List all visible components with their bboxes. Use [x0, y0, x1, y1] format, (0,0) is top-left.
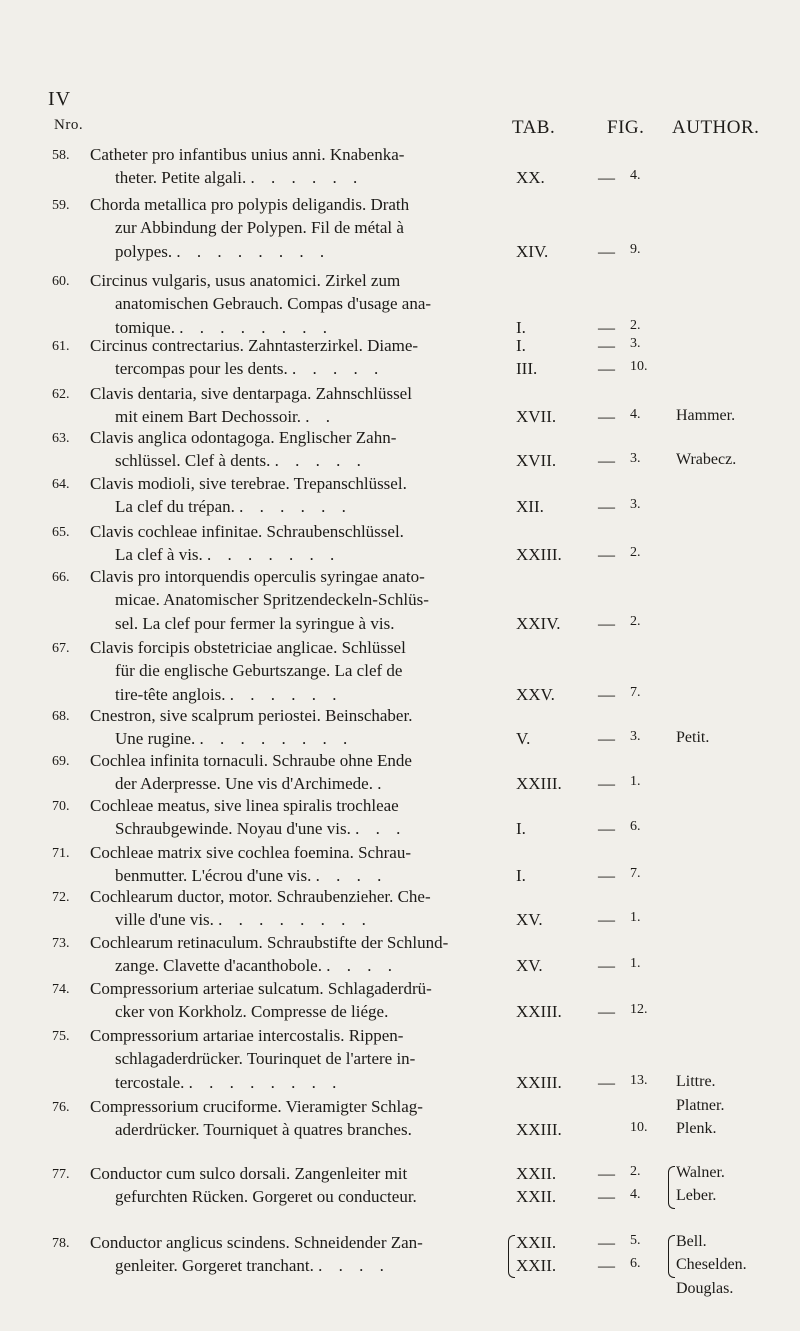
header-number: Nro.: [54, 117, 84, 133]
figure-ref: 4.: [630, 407, 641, 423]
dash-separator: —: [598, 819, 615, 839]
author-name: Petit.: [676, 729, 710, 747]
figure-ref: 3.: [630, 729, 641, 745]
table-ref: III.: [516, 359, 538, 379]
description-text: Compressorium artariae intercostalis. Rippen-: [90, 1026, 404, 1045]
figure-ref: 1.: [630, 910, 641, 926]
entry-number: 75.: [52, 1029, 70, 1044]
table-ref: XXIII.: [516, 1072, 562, 1092]
entry-text: [90, 751, 412, 771]
entry-text: [90, 887, 431, 907]
dash-separator: —: [598, 497, 615, 517]
figure-ref: 7.: [630, 684, 641, 700]
entry-number: 67.: [52, 641, 70, 656]
entry-number: 66.: [52, 570, 70, 585]
description-text: Circinus vulgaris, usus anatomici. Zirkel zum: [90, 271, 401, 290]
entry-text: [90, 843, 411, 863]
entry-number: 76.: [52, 1100, 70, 1115]
table-ref: XXII.: [516, 1233, 557, 1252]
dot-leader: .: [377, 774, 388, 794]
figure-ref: 6.: [630, 819, 641, 835]
entry-line: [0, 614, 800, 641]
entry-text: [115, 819, 406, 839]
dash-separator: —: [598, 1164, 615, 1183]
table-ref: XXII.: [516, 1164, 557, 1183]
entry-number: 71.: [52, 846, 70, 861]
table-ref: XII.: [516, 497, 544, 517]
description-text: schlagaderdrücker. Tourinquet de l'artere in-: [115, 1049, 416, 1069]
entry-text: [115, 1256, 390, 1276]
author-name: Bell.: [676, 1233, 707, 1250]
entry-line: [0, 1280, 800, 1307]
entry-line: [0, 242, 800, 269]
entry-line: [0, 359, 800, 386]
description-text: theter. Petite algali.: [115, 168, 247, 188]
figure-ref: 5.: [630, 1233, 641, 1248]
dot-leader: . . . .: [315, 866, 388, 886]
header-tab: TAB.: [512, 117, 556, 138]
description-text: tercompas pour les dents.: [115, 359, 288, 379]
entry-line: [0, 1073, 800, 1100]
dot-leader: . . . . . . . .: [188, 1072, 343, 1092]
entry-text: [90, 638, 406, 658]
description-text: tomique.: [115, 317, 175, 337]
author-name: Platner.: [676, 1097, 725, 1114]
group-brace: [508, 1235, 515, 1278]
entry-number: 59.: [52, 198, 70, 213]
description-text: Une rugine.: [115, 729, 196, 749]
entry-number: 60.: [52, 274, 70, 289]
author-name: Littre.: [676, 1072, 716, 1090]
description-text: tire-tête anglois.: [115, 684, 226, 704]
dash-separator: —: [598, 1233, 615, 1252]
table-ref: XV.: [516, 910, 543, 930]
description-text: Clavis anglica odontagoga. Englischer Zahn-: [90, 428, 397, 447]
entry-number: 58.: [52, 148, 70, 163]
entry-line: [0, 497, 800, 524]
entry-text: [115, 318, 333, 338]
dot-leader: . . . . . . . .: [199, 729, 354, 749]
entry-text: [115, 242, 330, 262]
table-ref: XXII.: [516, 1256, 557, 1276]
entry-text: [115, 294, 431, 314]
dash-separator: —: [598, 910, 615, 930]
entry-text: [90, 522, 404, 542]
entry-text: [115, 451, 367, 471]
figure-ref: 3.: [630, 336, 641, 351]
figure-ref: 2.: [630, 317, 641, 333]
entry-line: [0, 168, 800, 195]
description-text: der Aderpresse. Une vis d'Archimede.: [115, 774, 373, 794]
figure-ref: 2.: [630, 613, 641, 629]
entry-text: [90, 706, 412, 726]
author-name: Wrabecz.: [676, 451, 737, 469]
description-text: Clavis cochleae infinitae. Schraubenschlüssel.: [90, 522, 404, 541]
entry-number: 68.: [52, 709, 70, 724]
description-text: Cochleae matrix sive cochlea foemina. Schrau-: [90, 843, 411, 862]
description-text: Clavis modioli, sive terebrae. Trepanschlüssel.: [90, 474, 407, 493]
entry-number: 65.: [52, 525, 70, 540]
dash-separator: —: [598, 168, 615, 188]
dot-leader: . . .: [355, 819, 407, 839]
description-text: Cochlearum ductor, motor. Schraubenzieher. Che-: [90, 887, 431, 906]
description-text: Cochleae meatus, sive linea spiralis trochleae: [90, 796, 399, 815]
entry-text: [115, 661, 402, 681]
dash-separator: —: [598, 1256, 615, 1276]
entry-text: [115, 614, 394, 634]
header-fig: FIG.: [607, 117, 645, 138]
description-text: mit einem Bart Dechossoir.: [115, 407, 302, 427]
dash-separator: —: [598, 1002, 615, 1022]
entry-text: [115, 359, 384, 379]
description-text: aderdrücker. Tourniquet à quatres branches.: [115, 1120, 412, 1140]
description-text: genleiter. Gorgeret tranchant.: [115, 1256, 314, 1276]
description-text: La clef à vis.: [115, 545, 203, 565]
table-ref: XX.: [516, 168, 545, 188]
table-ref: XXIV.: [516, 613, 561, 633]
table-ref: I.: [516, 317, 526, 337]
dot-leader: . . . . . . .: [207, 545, 341, 565]
author-name: Walner.: [676, 1164, 725, 1181]
entry-text: [115, 590, 429, 610]
entry-line: [0, 1187, 800, 1214]
description-text: Clavis pro intorquendis operculis syringae anato-: [90, 567, 425, 586]
entry-text: [115, 1120, 412, 1140]
description-text: gefurchten Rücken. Gorgeret ou conducteur.: [115, 1187, 417, 1207]
figure-ref: 6.: [630, 1256, 641, 1272]
entry-number: 77.: [52, 1167, 70, 1182]
dot-leader: . .: [305, 407, 337, 427]
entry-number: 62.: [52, 387, 70, 402]
dot-leader: . . . .: [318, 1256, 390, 1276]
description-text: Compressorium arteriae sulcatum. Schlagaderdrü-: [90, 979, 432, 998]
entry-text: [115, 910, 372, 930]
dash-separator: —: [598, 545, 615, 565]
dash-separator: —: [598, 774, 615, 794]
dash-separator: —: [598, 684, 615, 704]
entry-text: [115, 866, 387, 886]
entry-text: [115, 218, 404, 238]
entry-text: [90, 336, 418, 356]
author-name: Plenk.: [676, 1120, 717, 1138]
group-brace: [668, 1166, 675, 1209]
description-text: Clavis dentaria, sive dentarpaga. Zahnschlüssel: [90, 384, 412, 403]
description-text: micae. Anatomischer Spritzendeckeln-Schlüs-: [115, 590, 429, 610]
table-ref: XV.: [516, 956, 543, 976]
figure-ref: 2.: [630, 545, 641, 561]
figure-ref: 9.: [630, 241, 641, 257]
entry-number: 78.: [52, 1236, 70, 1251]
entry-text: [115, 774, 387, 794]
entry-text: [90, 145, 404, 165]
entry-text: [115, 545, 340, 565]
table-ref: XXIII.: [516, 1120, 562, 1140]
dot-leader: . . . . . . . .: [176, 241, 331, 261]
description-text: Catheter pro infantibus unius anni. Knabenka-: [90, 145, 405, 164]
description-text: Cnestron, sive scalprum periostei. Beinschaber.: [90, 706, 413, 725]
entry-number: 61.: [52, 339, 70, 354]
table-ref: I.: [516, 819, 526, 839]
dash-separator: —: [598, 241, 615, 261]
description-text: polypes.: [115, 241, 173, 261]
entry-text: [90, 474, 407, 494]
author-name: Hammer.: [676, 407, 736, 425]
entry-line: [0, 1120, 800, 1147]
description-text: Conductor cum sulco dorsali. Zangenleiter mit: [90, 1164, 408, 1183]
entry-text: [115, 168, 363, 188]
entry-text: [115, 1073, 342, 1093]
dot-leader: . . . .: [326, 956, 398, 976]
author-name: Cheselden.: [676, 1256, 747, 1274]
table-ref: XXV.: [516, 684, 555, 704]
entry-text: [90, 1097, 423, 1117]
table-ref: XXIII.: [516, 774, 562, 794]
entry-number: 70.: [52, 799, 70, 814]
description-text: Chorda metallica pro polypis deligandis. Drath: [90, 195, 410, 214]
entry-number: 64.: [52, 477, 70, 492]
description-text: ville d'une vis.: [115, 910, 214, 930]
entry-text: [90, 384, 412, 404]
group-brace: [668, 1235, 675, 1278]
dash-separator: —: [598, 866, 615, 886]
dash-separator: —: [598, 451, 615, 471]
entry-text: [115, 685, 342, 705]
description-text: Circinus contrectarius. Zahntasterzirkel. Diame-: [90, 336, 419, 355]
description-text: sel. La clef pour fermer la syringue à vis.: [115, 613, 395, 633]
description-text: benmutter. L'écrou d'une vis.: [115, 866, 312, 886]
entry-text: [90, 1164, 407, 1184]
figure-ref: 2.: [630, 1164, 641, 1179]
description-text: anatomischen Gebrauch. Compas d'usage ana-: [115, 294, 432, 314]
dot-leader: . . . . . .: [229, 684, 343, 704]
description-text: für die englische Geburtszange. La clef de: [115, 661, 403, 681]
description-text: zur Abbindung der Polypen. Fil de métal à: [115, 218, 404, 238]
dot-leader: . . . . . .: [250, 168, 364, 188]
header-author: AUTHOR.: [672, 117, 760, 138]
entry-text: [90, 796, 399, 816]
dash-separator: —: [598, 407, 615, 427]
table-ref: XXIII.: [516, 1002, 562, 1022]
entry-text: [90, 1026, 403, 1046]
description-text: zange. Clavette d'acanthobole.: [115, 956, 322, 976]
dash-separator: —: [598, 336, 615, 355]
page-number: IV: [48, 88, 72, 110]
figure-ref: 7.: [630, 866, 641, 882]
figure-ref: 4.: [630, 1187, 641, 1203]
entry-text: [115, 729, 353, 749]
table-ref: XXIII.: [516, 545, 562, 565]
table-ref: I.: [516, 866, 526, 886]
entry-number: 69.: [52, 754, 70, 769]
figure-ref: 3.: [630, 497, 641, 513]
entry-text: [90, 1233, 423, 1253]
dash-separator: —: [598, 359, 615, 379]
entry-text: [115, 1002, 388, 1022]
entry-text: [90, 979, 432, 999]
entry-text: [90, 428, 396, 448]
dot-leader: . . . . .: [292, 359, 385, 379]
table-ref: XIV.: [516, 241, 549, 261]
description-text: Schraubgewinde. Noyau d'une vis.: [115, 819, 351, 839]
dot-leader: . . . . . .: [239, 497, 352, 517]
description-text: cker von Korkholz. Compresse de liége.: [115, 1002, 389, 1022]
table-ref: XVII.: [516, 407, 557, 427]
description-text: Cochlea infinita tornaculi. Schraube ohne Ende: [90, 751, 412, 770]
entry-text: [90, 933, 448, 953]
dash-separator: —: [598, 317, 615, 337]
dot-leader: . . . . . . . .: [179, 317, 333, 337]
description-text: La clef du trépan.: [115, 497, 235, 517]
entry-number: 74.: [52, 982, 70, 997]
dot-leader: . . . . .: [274, 451, 367, 471]
figure-ref: 13.: [630, 1072, 648, 1088]
author-name: Douglas.: [676, 1279, 734, 1297]
figure-ref: 4.: [630, 168, 641, 184]
figure-ref: 12.: [630, 1002, 648, 1018]
entry-number: 73.: [52, 936, 70, 951]
figure-ref: 1.: [630, 774, 641, 790]
entry-number: 72.: [52, 890, 70, 905]
table-ref: XXII.: [516, 1187, 557, 1207]
description-text: Clavis forcipis obstetriciae anglicae. Schlüssel: [90, 638, 406, 657]
entry-text: [115, 1049, 415, 1069]
dash-separator: —: [598, 729, 615, 749]
dash-separator: —: [598, 1072, 615, 1092]
description-text: Conductor anglicus scindens. Schneidender Zan-: [90, 1233, 423, 1252]
description-text: tercostale.: [115, 1072, 185, 1092]
author-name: Leber.: [676, 1187, 717, 1205]
figure-ref: 10.: [630, 359, 648, 375]
description-text: Cochlearum retinaculum. Schraubstifte der Schlund-: [90, 933, 449, 952]
entry-text: [115, 407, 336, 427]
dash-separator: —: [598, 613, 615, 633]
figure-ref: 10.: [630, 1120, 648, 1136]
table-ref: I.: [516, 336, 526, 355]
entry-text: [115, 956, 398, 976]
entry-number: 63.: [52, 431, 70, 446]
entry-text: [115, 1187, 417, 1207]
description-text: schlüssel. Clef à dents.: [115, 451, 271, 471]
dash-separator: —: [598, 956, 615, 976]
dot-leader: . . . . . . . .: [218, 910, 372, 930]
entry-text: [90, 195, 409, 215]
figure-ref: 1.: [630, 956, 641, 972]
description-text: Compressorium cruciforme. Vieramigter Schlag-: [90, 1097, 423, 1116]
entry-text: [115, 497, 352, 517]
dash-separator: —: [598, 1187, 615, 1207]
table-ref: XVII.: [516, 451, 557, 471]
entry-text: [90, 567, 425, 587]
figure-ref: 3.: [630, 451, 641, 467]
table-ref: V.: [516, 729, 531, 749]
entry-text: [90, 271, 400, 291]
